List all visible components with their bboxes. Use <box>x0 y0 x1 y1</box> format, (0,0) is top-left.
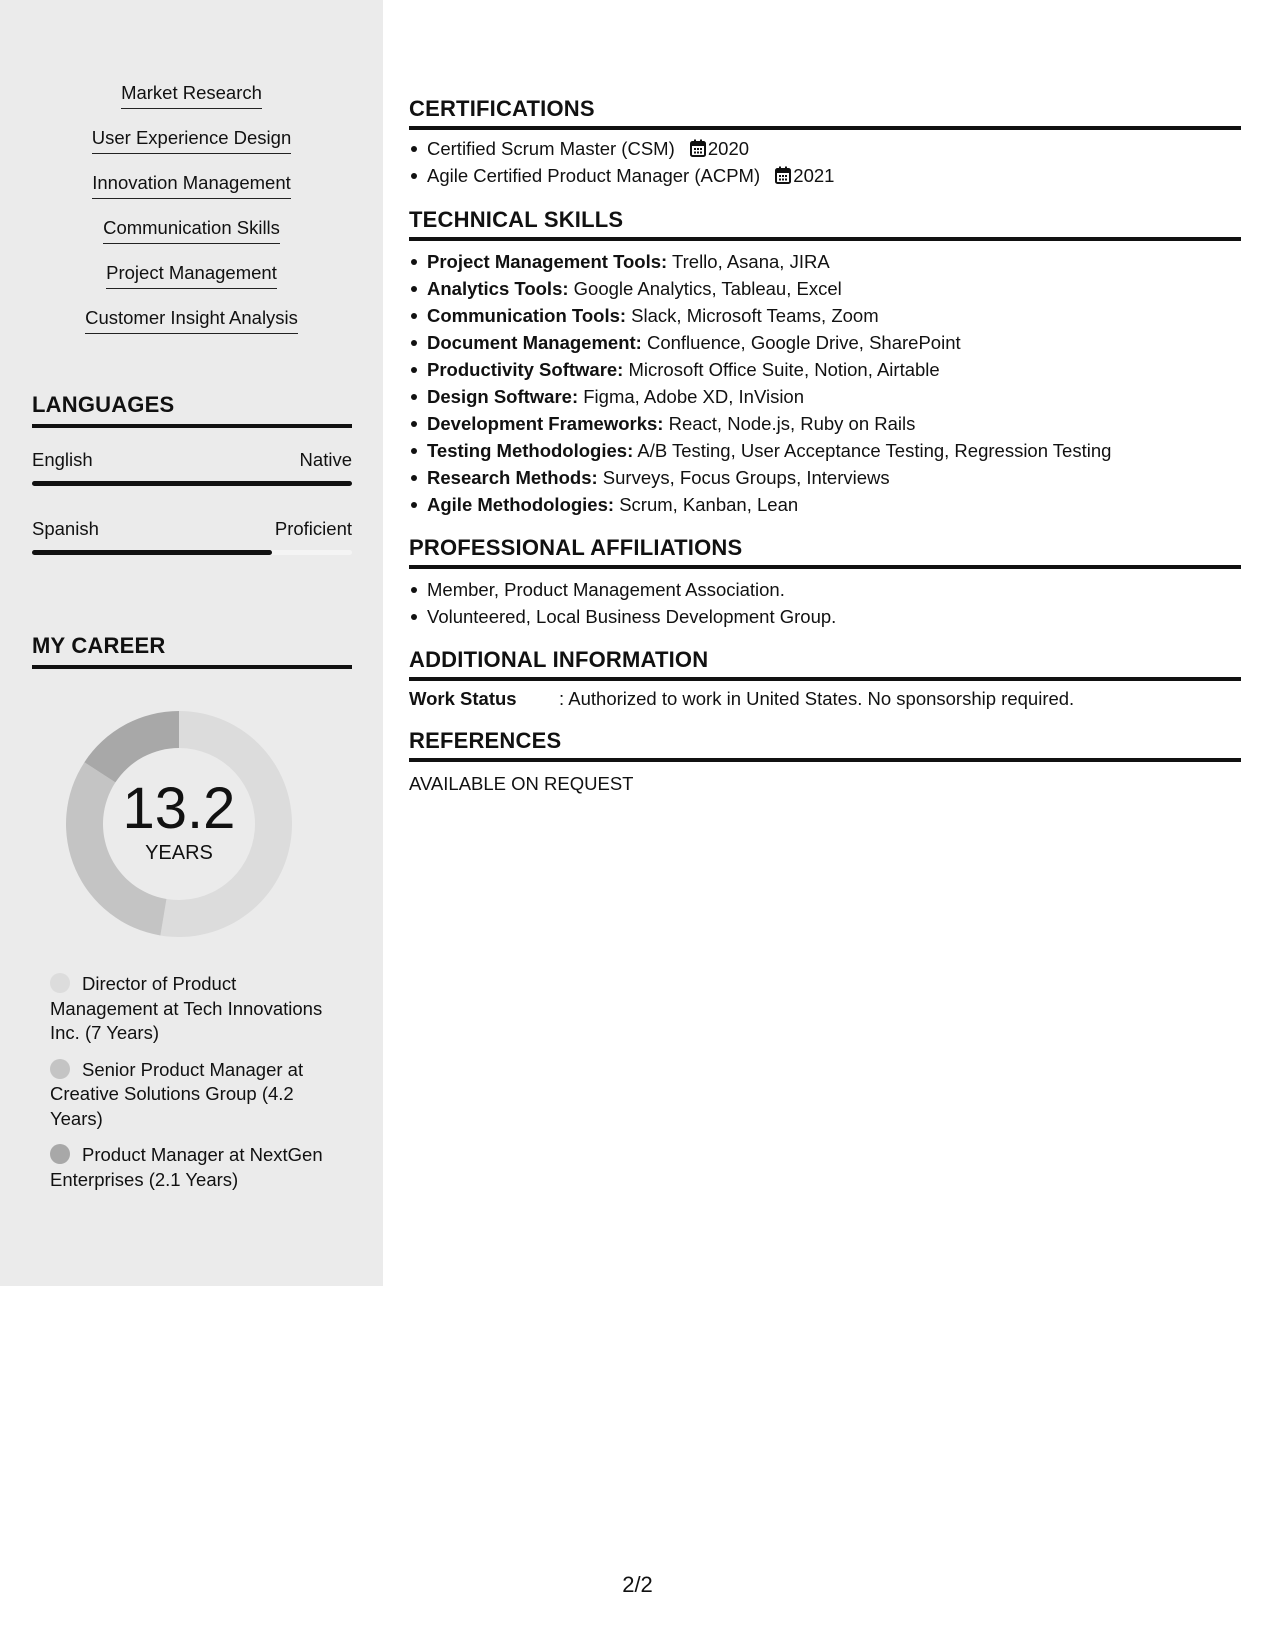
additional-info-heading: ADDITIONAL INFORMATION <box>409 647 1241 681</box>
languages-heading: LANGUAGES <box>32 392 352 428</box>
language-row <box>32 518 352 540</box>
technical-skill-item <box>427 437 1259 464</box>
career-legend-text: Product Manager at NextGen Enterprises (2.1 Years) <box>50 1144 323 1190</box>
skill-item: Communication Skills <box>103 219 280 244</box>
technical-skill-value: A/B Testing, User Acceptance Testing, Regression Testing <box>633 440 1112 461</box>
technical-skill-item <box>427 302 1259 329</box>
technical-skill-item <box>427 464 1259 491</box>
language-row <box>32 449 352 471</box>
career-legend-item <box>50 1143 330 1192</box>
technical-skill-item <box>427 410 1259 437</box>
technical-skills-heading: TECHNICAL SKILLS <box>409 207 1241 241</box>
sidebar <box>0 0 383 1286</box>
technical-skills-list <box>409 248 1259 518</box>
language-proficiency-fill <box>32 481 352 486</box>
skill-item: Project Management <box>106 264 277 289</box>
certifications-heading: CERTIFICATIONS <box>409 96 1241 130</box>
certification-year: 2020 <box>707 138 750 159</box>
affiliation-item: Member, Product Management Association. <box>427 576 1259 603</box>
certifications-list <box>409 135 1259 189</box>
career-legend-text: Senior Product Manager at Creative Solutions Group (4.2 Years) <box>50 1058 304 1129</box>
technical-skill-label: Research Methods: <box>427 467 598 488</box>
work-status-label: Work Status <box>409 688 517 709</box>
certification-year: 2021 <box>793 165 835 186</box>
affiliations-heading: PROFESSIONAL AFFILIATIONS <box>409 535 1241 569</box>
technical-skill-label: Project Management Tools: <box>427 251 668 272</box>
certification-item <box>427 162 1259 189</box>
technical-skill-label: Analytics Tools: <box>427 278 569 299</box>
certification-item <box>427 135 1259 162</box>
language-proficiency-fill <box>32 550 272 555</box>
technical-skill-value: Microsoft Office Suite, Notion, Airtable <box>623 359 940 380</box>
technical-skill-item <box>427 356 1259 383</box>
legend-dot-icon <box>50 1059 70 1079</box>
technical-skill-value: Figma, Adobe XD, InVision <box>578 386 805 407</box>
technical-skill-value: Slack, Microsoft Teams, Zoom <box>626 305 879 326</box>
technical-skill-label: Agile Methodologies: <box>427 494 615 515</box>
calendar-icon <box>775 166 791 184</box>
technical-skill-label: Productivity Software: <box>427 359 624 380</box>
career-total <box>66 711 292 937</box>
certification-name: Agile Certified Product Manager (ACPM) <box>427 165 761 186</box>
calendar-icon <box>690 139 706 157</box>
technical-skill-value: Trello, Asana, JIRA <box>667 251 830 272</box>
career-legend <box>50 972 330 1204</box>
technical-skill-value: Confluence, Google Drive, SharePoint <box>641 332 961 353</box>
career-heading: MY CAREER <box>32 633 352 669</box>
career-legend-item <box>50 972 330 1046</box>
legend-dot-icon <box>50 1144 70 1164</box>
technical-skill-label: Testing Methodologies: <box>427 440 634 461</box>
certification-name: Certified Scrum Master (CSM) <box>427 138 675 159</box>
skill-item: Market Research <box>121 84 262 109</box>
technical-skill-label: Communication Tools: <box>427 305 627 326</box>
skills-list <box>0 84 383 354</box>
skill-item: User Experience Design <box>92 129 291 154</box>
references-heading: REFERENCES <box>409 728 1241 762</box>
technical-skill-label: Design Software: <box>427 386 579 407</box>
career-legend-text: Director of Product Management at Tech Innovations Inc. (7 Years) <box>50 973 323 1043</box>
technical-skill-item <box>427 491 1259 518</box>
career-total-unit: YEARS <box>145 841 213 864</box>
work-status-value: : Authorized to work in United States. No sponsorship required. <box>559 688 1075 709</box>
skill-item: Customer Insight Analysis <box>85 309 298 334</box>
technical-skill-item <box>427 248 1259 275</box>
work-status-row <box>409 688 1074 710</box>
language-proficiency-bar <box>32 550 352 555</box>
affiliation-item: Volunteered, Local Business Development Group. <box>427 603 1259 630</box>
technical-skill-value: Google Analytics, Tableau, Excel <box>568 278 842 299</box>
technical-skill-item <box>427 275 1259 302</box>
skill-item: Innovation Management <box>92 174 291 199</box>
language-level: Proficient <box>274 518 352 539</box>
career-legend-item <box>50 1058 330 1132</box>
references-text: AVAILABLE ON REQUEST <box>409 773 634 794</box>
legend-dot-icon <box>50 973 70 993</box>
technical-skill-item <box>427 383 1259 410</box>
language-proficiency-bar <box>32 481 352 486</box>
page-number: 2/2 <box>622 1572 653 1597</box>
affiliations-list <box>409 576 1259 630</box>
technical-skill-value: Surveys, Focus Groups, Interviews <box>597 467 890 488</box>
technical-skill-value: Scrum, Kanban, Lean <box>614 494 799 515</box>
technical-skill-label: Document Management: <box>427 332 642 353</box>
career-total-value: 13.2 <box>122 775 236 841</box>
technical-skill-value: React, Node.js, Ruby on Rails <box>663 413 916 434</box>
language-name: English <box>32 449 93 470</box>
language-name: Spanish <box>32 518 99 539</box>
career-donut-chart <box>66 711 292 937</box>
technical-skill-item <box>427 329 1259 356</box>
language-level: Native <box>299 449 352 470</box>
technical-skill-label: Development Frameworks: <box>427 413 664 434</box>
